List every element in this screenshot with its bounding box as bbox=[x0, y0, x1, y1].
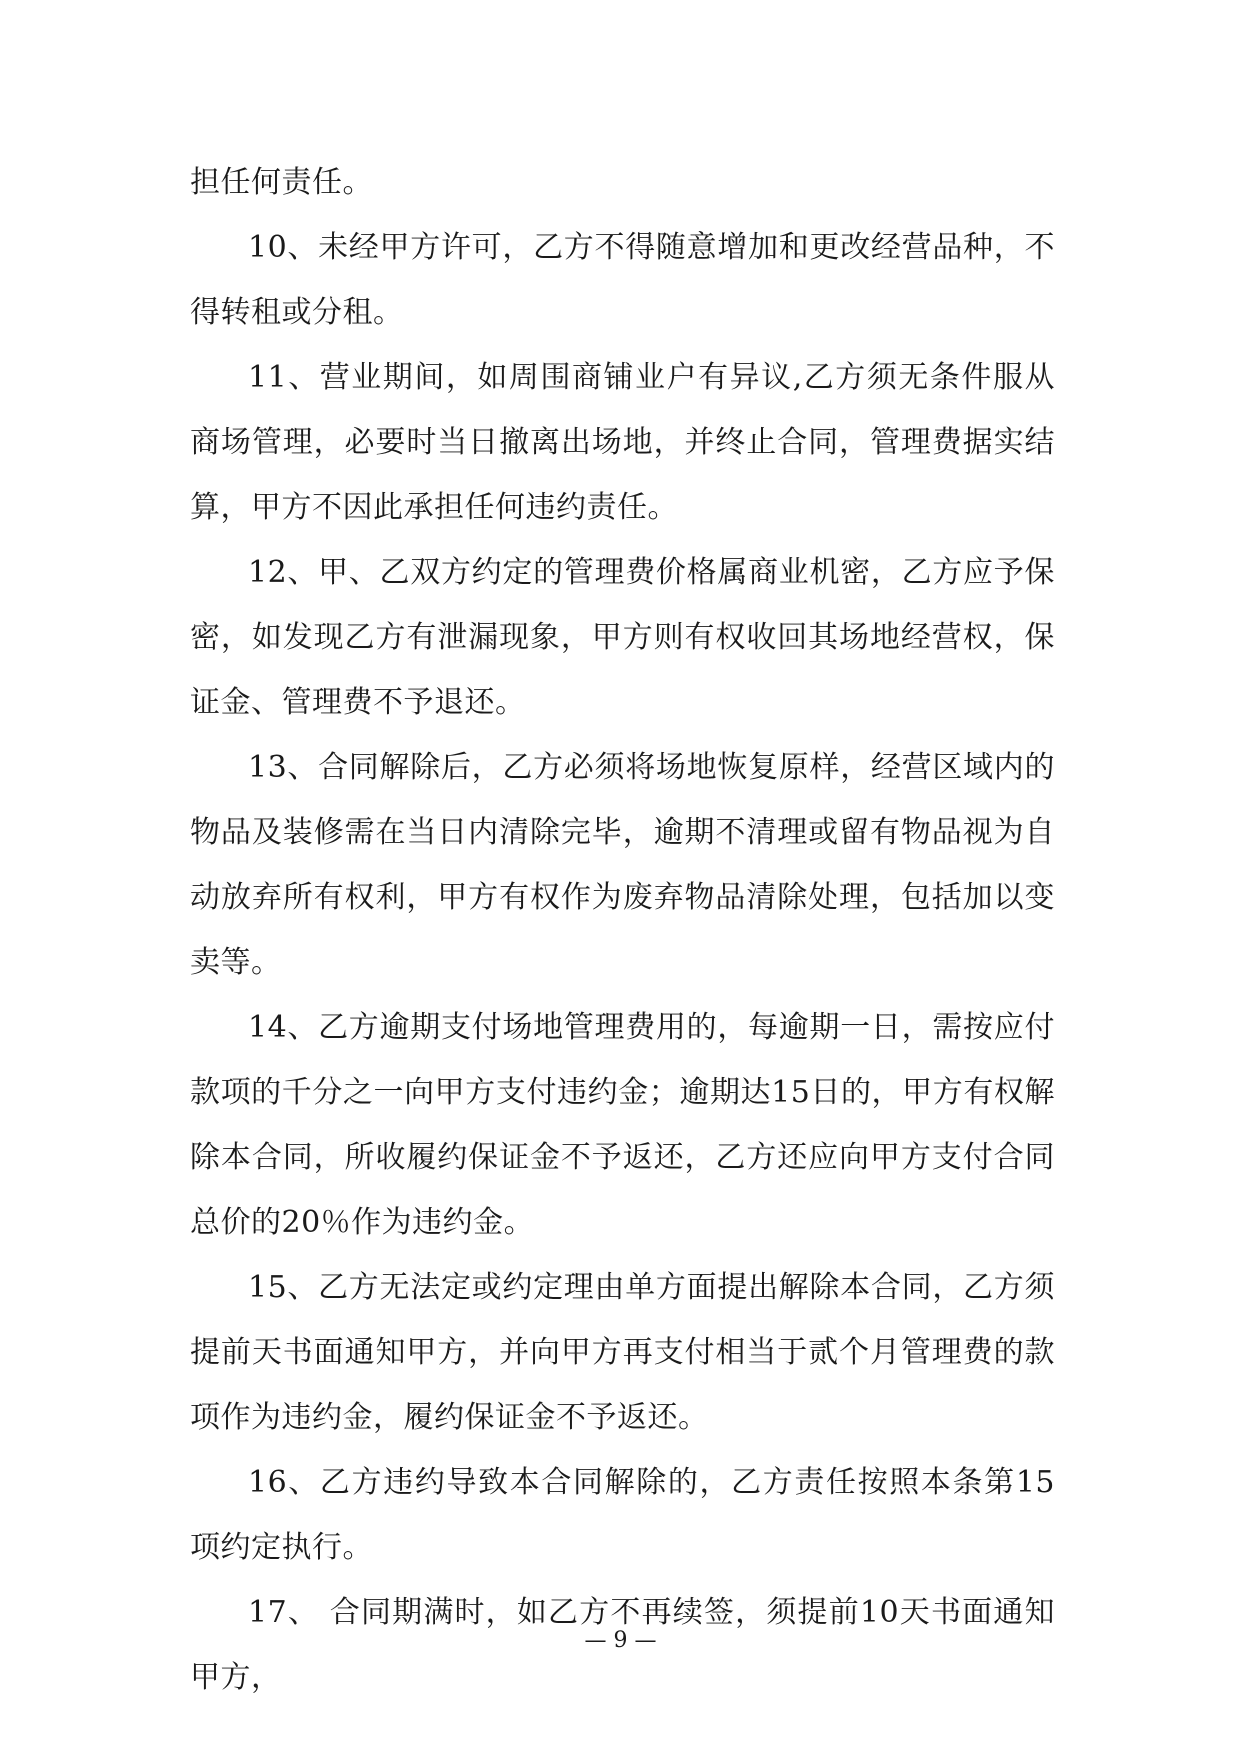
paragraph-clause-14: 14、乙方逾期支付场地管理费用的，每逾期一日，需按应付款项的千分之一向甲方支付违约金；逾期达15日的，甲方有权解除本合同，所收履约保证金不予返还，乙方还应向甲方支付合同总价的20％作为违约金。 bbox=[190, 1010, 1055, 1240]
paragraph-clause-17: 17、 合同期满时，如乙方不再续签，须提前10天书面通知甲方， bbox=[190, 1595, 1055, 1695]
page-number: — 9 — bbox=[584, 1628, 657, 1653]
paragraph-clause-16: 16、乙方违约导致本合同解除的，乙方责任按照本条第15项约定执行。 bbox=[190, 1465, 1055, 1565]
paragraph-clause-10: 10、未经甲方许可，乙方不得随意增加和更改经营品种，不得转租或分租。 bbox=[190, 230, 1055, 330]
paragraph-clause-13: 13、合同解除后，乙方必须将场地恢复原样，经营区域内的物品及装修需在当日内清除完毕，逾期不清理或留有物品视为自动放弃所有权利，甲方有权作为废弃物品清除处理，包括加以变卖等。 bbox=[190, 750, 1055, 980]
paragraph-continuation: 担任何责任。 bbox=[190, 165, 373, 200]
paragraph-clause-11: 11、营业期间，如周围商铺业户有异议,乙方须无条件服从商场管理，必要时当日撤离出场地，并终止合同，管理费据实结算，甲方不因此承担任何违约责任。 bbox=[190, 360, 1055, 525]
paragraph-clause-12: 12、甲、乙双方约定的管理费价格属商业机密，乙方应予保密，如发现乙方有泄漏现象，甲方则有权收回其场地经营权，保证金、管理费不予退还。 bbox=[190, 555, 1055, 720]
paragraph-clause-15: 15、乙方无法定或约定理由单方面提出解除本合同，乙方须提前天书面通知甲方，并向甲方再支付相当于贰个月管理费的款项作为违约金，履约保证金不予返还。 bbox=[190, 1270, 1055, 1435]
document-body bbox=[190, 150, 1055, 1710]
